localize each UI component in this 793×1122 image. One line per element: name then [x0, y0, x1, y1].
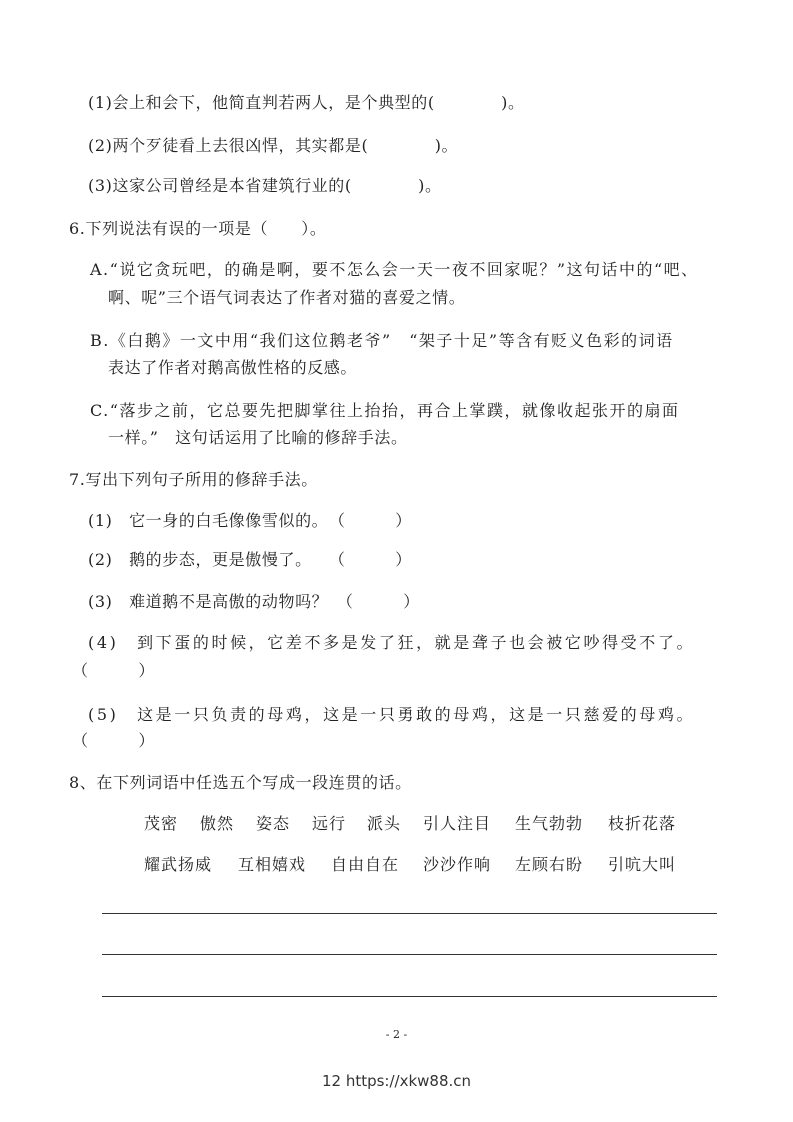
q8-word: 引吭大叫: [608, 855, 677, 874]
q7-item-4: (4) 到下蛋的时候，它差不多是发了狂，就是聋子也会被它吵得受不了。: [88, 633, 696, 652]
q7-item-1: (1) 它一身的白毛像像雪似的。 （ ）: [88, 511, 412, 530]
q7-item-5: (5) 这是一只负责的母鸡，这是一只勇敢的母鸡，这是一只慈爱的母鸡。: [88, 705, 696, 724]
q8-word: 茂密: [144, 814, 179, 833]
q6-title: 6.下列说法有误的一项是（ ）。: [69, 219, 327, 238]
q6-option-c-line-2: 一样。” 这句话运用了比喻的修辞手法。: [108, 428, 408, 447]
q7-item-4-blank: （ ）: [72, 661, 156, 680]
answer-line-3[interactable]: [102, 996, 717, 997]
q8-title: 8、在下列词语中任选五个写成一段连贯的话。: [69, 773, 412, 792]
q8-word: 远行: [312, 814, 347, 833]
q7-item-2: (2) 鹅的步态，更是傲慢了。 （ ）: [88, 550, 412, 569]
q8-word: 姿态: [256, 814, 291, 833]
q7-item-3: (3) 难道鹅不是高傲的动物吗？ （ ）: [88, 592, 420, 611]
answer-line-2[interactable]: [102, 954, 717, 955]
q7-title: 7.写出下列句子所用的修辞手法。: [69, 470, 318, 489]
q8-word: 生气勃勃: [515, 814, 584, 833]
q8-word: 互相嬉戏: [238, 855, 307, 874]
q6-option-a-line-1: A.“说它贪玩吧，的确是啊，要不怎么会一天一夜不回家呢？”这句话中的“吧、: [90, 260, 699, 279]
q6-option-b-line-2: 表达了作者对鹅高傲性格的反感。: [108, 358, 358, 377]
page-number: - 2 -: [385, 1028, 408, 1041]
q5-item-2: (2)两个歹徒看上去很凶悍，其实都是( )。: [88, 136, 459, 155]
answer-line-1[interactable]: [102, 913, 717, 914]
q8-word: 左顾右盼: [515, 855, 584, 874]
q6-option-b-line-1: B.《白鹅》一文中用“我们这位鹅老爷” “架子十足”等含有贬义色彩的词语: [90, 331, 674, 350]
q8-word: 耀武扬威: [144, 855, 213, 874]
q7-item-5-blank: （ ）: [72, 731, 156, 750]
q6-option-c-line-1: C.“落步之前，它总要先把脚掌往上抬抬，再合上掌蹼，就像收起张开的扇面: [90, 401, 680, 420]
q6-option-a-line-2: 啊、呢”三个语气词表达了作者对猫的喜爱之情。: [108, 288, 466, 307]
footer-watermark: 12 https://xkw88.cn: [321, 1072, 472, 1090]
q5-item-1: (1)会上和会下，他简直判若两人，是个典型的( )。: [88, 93, 525, 112]
q8-word: 枝折花落: [608, 814, 677, 833]
q8-word: 引人注目: [423, 814, 492, 833]
q5-item-3: (3)这家公司曾经是本省建筑行业的( )。: [88, 176, 442, 195]
q8-word: 派头: [367, 814, 402, 833]
q8-word: 自由自在: [331, 855, 400, 874]
q8-word: 沙沙作响: [423, 855, 492, 874]
q8-word: 傲然: [200, 814, 235, 833]
